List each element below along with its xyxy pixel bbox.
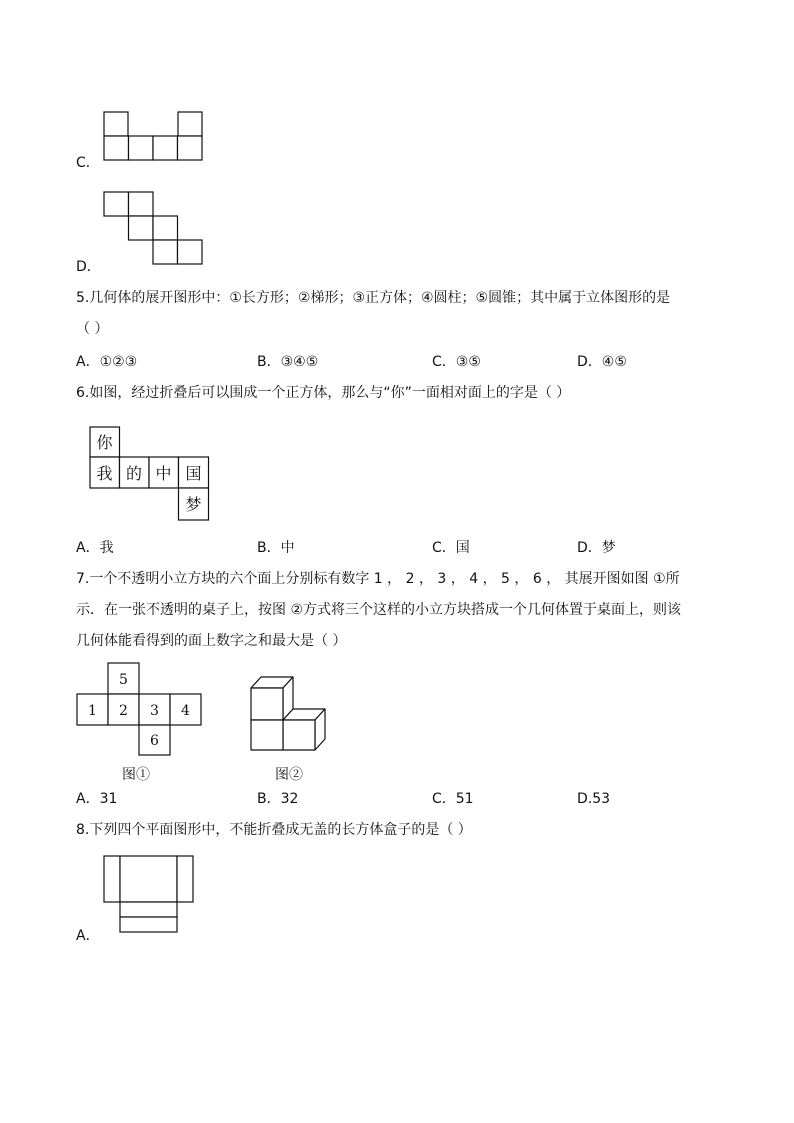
q7-stem-line3: 几何体能看得到的面上数字之和最大是（ ） — [76, 633, 347, 649]
q8-stem-line1: 8.下列四个平面图形中，不能折叠成无盖的长方体盒子的是（ ） — [76, 822, 472, 838]
q7-option-b[interactable]: B．32 — [257, 791, 299, 807]
q7-fig2-cube-stack — [250, 673, 330, 753]
q7-option-a[interactable]: A．31 — [76, 791, 118, 807]
q7-net-number-1: 1 — [88, 703, 97, 719]
q6-cell-ni: 你 — [96, 433, 113, 452]
q5-stem-line1: 5.几何体的展开图形中：①长方形；②梯形；③正方体；④圆柱；⑤圆锥；其中属于立体图形的是 — [76, 290, 671, 306]
q6-stem-line1: 6.如图，经过折叠后可以围成一个正方体，那么与“你”一面相对面上的字是（ ） — [76, 385, 571, 401]
q7-fig1-cube-net — [77, 663, 205, 758]
q7-net-number-5: 5 — [119, 672, 128, 688]
q6-option-b[interactable]: B．中 — [257, 540, 295, 556]
q4-option-d-net — [104, 192, 204, 267]
q6-cube-net — [90, 427, 212, 523]
q5-stem-line2: （ ） — [76, 321, 109, 337]
q8-option-a-label[interactable]: A． — [76, 928, 100, 944]
q4-option-c-net — [104, 112, 204, 162]
q6-cell-wo: 我 — [96, 464, 113, 483]
q5-option-b[interactable]: B．③④⑤ — [257, 354, 319, 370]
q7-net-number-3: 3 — [150, 703, 159, 719]
q6-cell-de: 的 — [125, 464, 143, 483]
q6-option-d[interactable]: D．梦 — [577, 540, 616, 556]
q7-fig1-caption: 图① — [122, 767, 150, 783]
q6-cell-meng: 梦 — [185, 495, 202, 514]
q4-option-c-label[interactable]: C． — [76, 155, 100, 171]
q6-option-a[interactable]: A．我 — [76, 540, 114, 556]
q7-option-d[interactable]: D.53 — [577, 791, 611, 807]
q5-option-d[interactable]: D．④⑤ — [577, 354, 627, 370]
q6-cell-zhong: 中 — [155, 464, 172, 483]
q5-option-a[interactable]: A．①②③ — [76, 354, 138, 370]
q7-net-number-6: 6 — [150, 733, 159, 749]
q6-cell-guo: 国 — [185, 464, 202, 483]
q4-option-d-label[interactable]: D． — [76, 259, 101, 275]
q7-net-number-4: 4 — [181, 703, 190, 719]
q6-option-c[interactable]: C．国 — [432, 540, 470, 556]
q7-stem-line1: 7.一个不透明小立方块的六个面上分别标有数字 1 ， 2 ， 3 ， 4 ， 5 ， 6 ， 其展开图如图 ①所 — [76, 571, 680, 587]
q5-option-c[interactable]: C．③⑤ — [432, 354, 481, 370]
q7-net-number-2: 2 — [119, 703, 128, 719]
q7-fig2-caption: 图② — [275, 767, 303, 783]
q7-stem-line2: 示．在一张不透明的桌子上，按图 ②方式将三个这样的小立方块搭成一个几何体置于桌面上，则该 — [76, 602, 681, 618]
q7-option-c[interactable]: C．51 — [432, 791, 474, 807]
q8-option-a-net — [104, 856, 196, 936]
